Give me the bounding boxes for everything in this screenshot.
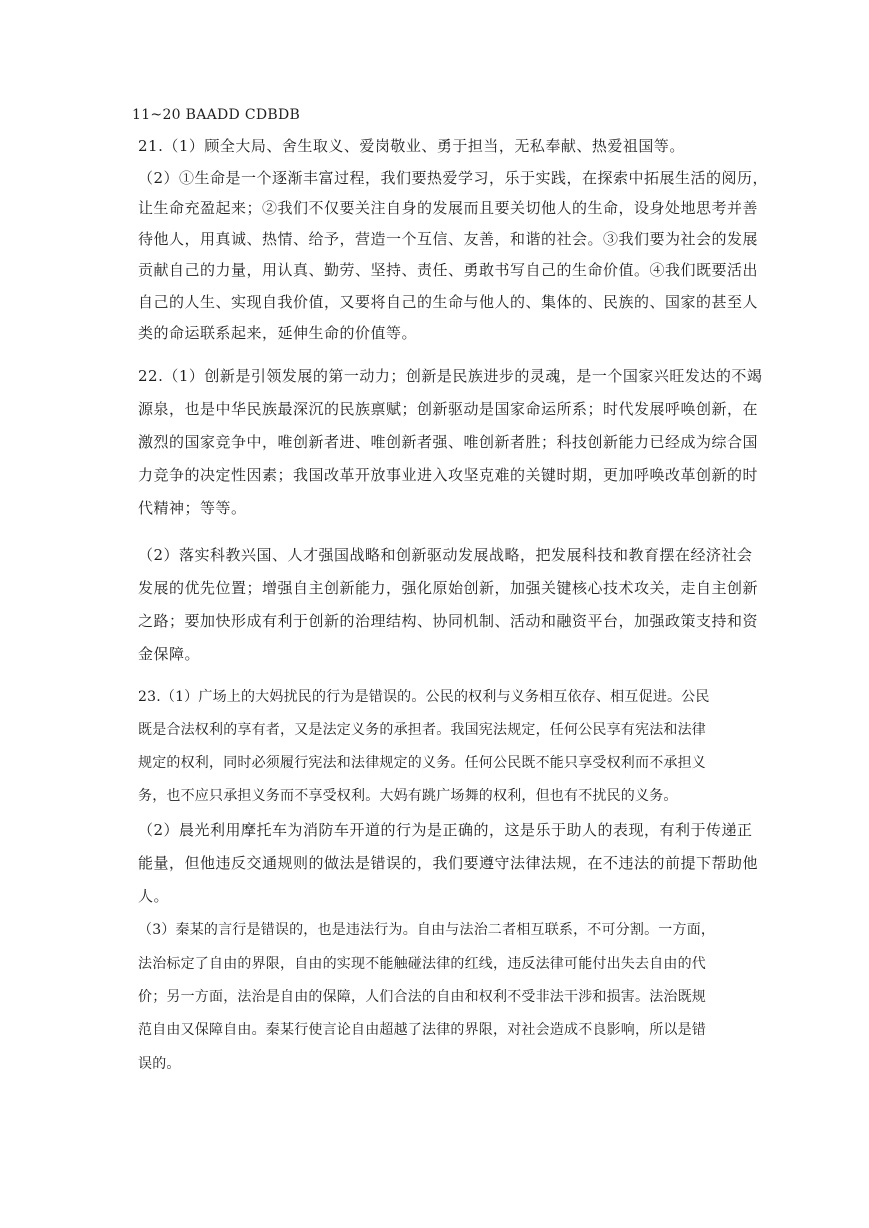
q22-part1-line: 力竞争的决定性因素；我国改革开放事业进入攻坚克难的关键时期，更加呼唤改革创新的时	[138, 466, 759, 484]
q22-part2-line: 发展的优先位置；增强自主创新能力，强化原始创新，加强关键核心技术攻关，走自主创新	[138, 579, 759, 597]
q21-part2-line: 待他人，用真诚、热情、给予，营造一个互信、友善，和谐的社会。③我们要为社会的发展	[138, 230, 759, 248]
q23-part2-line: 人。	[138, 887, 170, 905]
q22-part2-line: 之路；要加快形成有利于创新的治理结构、协同机制、活动和融资平台，加强政策支持和资	[138, 612, 759, 630]
q21-part1: 21.（1）顾全大局、舍生取义、爱岗敬业、勇于担当，无私奉献、热爱祖国等。	[138, 137, 685, 155]
q23-part3-line: 法治标定了自由的界限，自由的实现不能触碰法律的红线，违反法律可能付出失去自由的代	[138, 956, 706, 972]
q21-part2-line: （2）①生命是一个逐渐丰富过程，我们要热爱学习，乐于实践，在探索中拓展生活的阅历，	[138, 169, 769, 187]
q23-part1-line: 23.（1）广场上的大妈扰民的行为是错误的。公民的权利与义务相互依存、相互促进。公民	[138, 689, 710, 705]
q23-part3-line: （3）秦某的言行是错误的，也是违法行为。自由与法治二者相互联系，不可分割。一方面，	[138, 922, 716, 938]
q23-part1-line: 规定的权利，同时必须履行宪法和法律规定的义务。任何公民既不能只享受权利而不承担义	[138, 755, 706, 771]
q22-part1-line: 源泉，也是中华民族最深沉的民族禀赋；创新驱动是国家命运所系；时代发展呼唤创新，在	[138, 400, 759, 418]
q22-part1-line: 22.（1）创新是引领发展的第一动力；创新是民族进步的灵魂，是一个国家兴旺发达的不竭	[138, 367, 763, 385]
q21-part2-line: 贡献自己的力量，用认真、勤劳、坚持、责任、勇敢书写自己的生命价值。④我们既要活出	[138, 261, 759, 279]
q22-part2-line: （2）落实科教兴国、人才强国战略和创新驱动发展战略，把发展科技和教育摆在经济社会	[138, 546, 753, 564]
q22-part1-line: 代精神；等等。	[138, 499, 247, 517]
q21-part2-line: 自己的人生、实现自我价值，又要将自己的生命与他人的、集体的、民族的、国家的甚至人	[138, 293, 759, 311]
q23-part3-line: 价；另一方面，法治是自由的保障，人们合法的自由和权利不受非法干涉和损害。法治既规	[138, 989, 706, 1005]
q23-part1-line: 既是合法权利的享有者，又是法定义务的承担者。我国宪法规定，任何公民享有宪法和法律	[138, 722, 706, 738]
q22-part2-line: 金保障。	[138, 645, 201, 663]
q22-part1-line: 激烈的国家竞争中，唯创新者进、唯创新者强、唯创新者胜；科技创新能力已经成为综合国	[138, 433, 759, 451]
answer-key-header: 11~20 BAADD CDBDB	[132, 107, 301, 123]
q23-part3-line: 误的。	[138, 1056, 181, 1072]
q23-part2-line: （2）晨光利用摩托车为消防车开道的行为是正确的，这是乐于助人的表现，有利于传递正	[138, 821, 753, 839]
q23-part1-line: 务，也不应只承担义务而不享受权利。大妈有跳广场舞的权利，但也有不扰民的义务。	[138, 788, 678, 804]
q23-part2-line: 能量，但他违反交通规则的做法是错误的，我们要遵守法律法规，在不违法的前提下帮助他	[138, 854, 759, 872]
q21-part2-line: 让生命充盈起来；②我们不仅要关注自身的发展而且要关切他人的生命，设身处地思考并善	[138, 199, 759, 217]
q21-part2-line: 类的命运联系起来，延伸生命的价值等。	[138, 324, 418, 342]
q23-part3-line: 范自由又保障自由。秦某行使言论自由超越了法律的界限，对社会造成不良影响，所以是错	[138, 1022, 706, 1038]
